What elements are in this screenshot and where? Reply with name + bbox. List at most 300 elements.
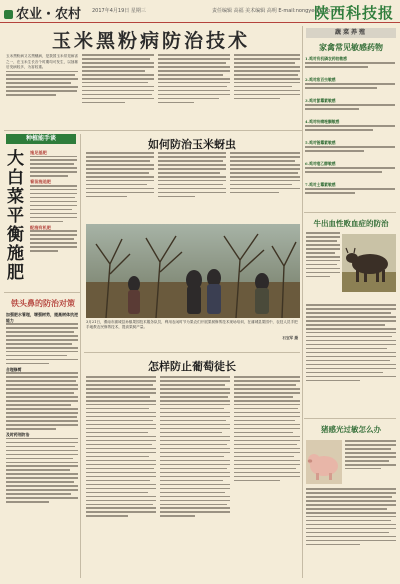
poultry-item-7-body: [305, 188, 395, 202]
text-line: [306, 544, 360, 546]
text-line: [6, 458, 73, 460]
text-line: [306, 508, 387, 510]
text-line: [6, 376, 78, 378]
text-line: [86, 440, 156, 442]
editor-line: 责任编辑 高福 美术编辑 高明 E-mail:nongye@sxrb.com: [212, 8, 343, 14]
text-line: [6, 347, 78, 349]
text-line: [160, 404, 230, 406]
text-line: [30, 234, 77, 236]
text-line: [305, 146, 395, 148]
poultry-item-3: [305, 98, 395, 103]
planting-point-1: 施足基肥: [30, 150, 47, 155]
text-line: [306, 336, 392, 338]
text-line: [345, 464, 396, 466]
text-line: [306, 492, 396, 494]
text-line: [234, 396, 293, 398]
poultry-item-7: [305, 182, 395, 187]
pig-photo: [306, 440, 342, 484]
cattle-body-narrow: [306, 232, 340, 302]
text-line: [30, 156, 77, 158]
text-line: [305, 87, 377, 89]
text-line: [6, 424, 78, 426]
text-line: [234, 62, 295, 64]
text-line: [306, 340, 396, 342]
text-line: [160, 416, 230, 418]
text-line: [6, 420, 78, 422]
divider: [4, 292, 80, 293]
text-line: [160, 380, 230, 382]
text-line: [86, 396, 150, 398]
text-line: [30, 238, 74, 240]
text-line: [234, 468, 296, 470]
text-line: [306, 348, 387, 350]
text-line: [6, 363, 49, 365]
text-line: [306, 352, 396, 354]
poultry-item-6-title: 6.鸡对喹乙醇敏感: [305, 161, 336, 166]
text-line: [158, 82, 230, 84]
text-line: [160, 428, 230, 430]
text-line: [306, 256, 340, 258]
text-line: [30, 201, 77, 203]
section-label: [4, 3, 81, 22]
text-line: [234, 94, 300, 96]
text-line: [30, 163, 74, 165]
text-line: [6, 485, 78, 487]
text-line: [230, 184, 292, 186]
text-line: [305, 192, 355, 194]
text-line: [306, 332, 396, 334]
divider: [84, 352, 300, 353]
text-line: [86, 504, 153, 506]
text-line: [306, 520, 391, 522]
text-line: [86, 392, 156, 394]
poultry-item-4-body: [305, 125, 395, 139]
text-line: [230, 188, 300, 190]
text-line: [345, 452, 396, 454]
text-line: [6, 501, 49, 503]
text-line: [86, 416, 156, 418]
text-line: [306, 320, 396, 322]
planting-headline: [7, 150, 27, 283]
text-line: [160, 448, 230, 450]
grape-col2: [160, 376, 230, 578]
text-line: [160, 424, 230, 426]
poultry-item-4: [305, 119, 395, 124]
text-line: [86, 476, 156, 478]
text-line: [160, 444, 227, 446]
text-line: [6, 94, 56, 96]
text-line: [86, 432, 148, 434]
headline-char: 肥: [7, 263, 24, 283]
text-line: [306, 488, 396, 490]
text-line: [6, 412, 78, 414]
cattle-body: [306, 304, 396, 412]
main-headline: 玉米黑粉病防治技术: [51, 30, 250, 52]
text-line: [86, 456, 149, 458]
poultry-item-6: [305, 161, 395, 166]
text-line: [86, 380, 156, 382]
text-line: [6, 465, 78, 467]
grape-col1: [86, 376, 156, 578]
text-line: [6, 396, 78, 398]
aphid-col3: [230, 152, 300, 220]
poultry-item-1: [305, 56, 395, 61]
text-line: [306, 376, 396, 378]
text-line: [160, 440, 230, 442]
text-line: [30, 242, 77, 244]
text-line: [234, 440, 300, 442]
aphid-col1: [86, 152, 154, 220]
text-line: [306, 516, 396, 518]
poultry-item-5-title: 5.鸡对链霉素敏感: [305, 140, 336, 145]
text-line: [30, 230, 77, 232]
text-line: [306, 260, 340, 262]
text-line: [234, 66, 300, 68]
text-line: [6, 481, 74, 483]
text-line: [345, 460, 389, 462]
poultry-item-1-body: [305, 62, 395, 76]
orchard-photo-graphic: [86, 224, 300, 318]
text-line: [6, 446, 75, 448]
text-line: [160, 472, 230, 474]
text-line: [86, 464, 156, 466]
text-line: [305, 129, 373, 131]
text-line: [86, 384, 153, 386]
text-line: [234, 376, 300, 378]
text-line: [306, 504, 396, 506]
text-line: [158, 54, 230, 56]
text-line: [6, 392, 74, 394]
text-line: [6, 90, 77, 92]
text-line: [160, 376, 230, 378]
corn-smut-col4: [234, 54, 300, 128]
text-line: [86, 500, 156, 502]
text-line: [6, 462, 78, 464]
text-line: [306, 512, 396, 514]
text-line: [82, 78, 154, 80]
text-line: [160, 392, 230, 394]
text-line: [306, 528, 396, 530]
text-line: [306, 264, 337, 266]
text-line: [230, 176, 300, 178]
grape-col3: [234, 376, 300, 578]
corn-smut-col2: [82, 54, 154, 128]
text-line: [234, 408, 298, 410]
text-line: [306, 244, 340, 246]
corn-smut-col3: [158, 54, 230, 128]
headline-char: 大: [7, 149, 24, 169]
text-line: [230, 172, 298, 174]
text-line: [160, 400, 230, 402]
text-line: [158, 98, 219, 100]
text-line: [158, 58, 230, 60]
text-line: [86, 176, 154, 178]
text-line: [234, 420, 295, 422]
text-line: [160, 504, 227, 506]
text-line: [160, 408, 224, 410]
cattle-photo-graphic: [342, 234, 396, 292]
headline-char: 衡: [7, 225, 24, 245]
text-line: [230, 180, 300, 182]
text-line: [305, 171, 382, 173]
text-line: [6, 355, 67, 357]
text-line: [86, 428, 156, 430]
text-line: [82, 82, 148, 84]
text-line: [234, 424, 300, 426]
text-line: [306, 236, 340, 238]
text-line: [160, 496, 230, 498]
text-line: [234, 412, 300, 414]
text-line: [230, 152, 300, 154]
text-line: [305, 167, 395, 169]
text-line: [305, 62, 395, 64]
text-line: [82, 86, 154, 88]
text-line: [158, 152, 226, 154]
text-line: [305, 125, 395, 127]
text-line: [30, 185, 77, 187]
text-line: [306, 536, 396, 538]
iron-point-1: 加强肥水管理，增强树势，提高树体抗逆能力: [6, 312, 78, 323]
text-line: [306, 360, 390, 362]
text-line: [86, 420, 153, 422]
column-rule: [80, 134, 81, 578]
text-line: [86, 472, 156, 474]
text-line: [305, 150, 364, 152]
text-line: [234, 448, 300, 450]
text-line: [30, 221, 63, 223]
text-line: [6, 372, 78, 374]
text-line: [86, 444, 152, 446]
text-line: [158, 156, 226, 158]
text-line: [306, 324, 385, 326]
text-line: [306, 240, 337, 242]
text-line: [6, 384, 78, 386]
text-line: [306, 308, 396, 310]
text-line: [30, 205, 77, 207]
text-line: [160, 412, 230, 414]
text-line: [6, 489, 78, 491]
text-line: [234, 464, 300, 466]
text-line: [6, 86, 78, 88]
text-line: [30, 246, 77, 248]
text-line: [6, 400, 78, 402]
text-line: [6, 469, 70, 471]
text-line: [82, 62, 154, 64]
text-line: [234, 388, 300, 390]
text-line: [306, 252, 335, 254]
text-line: [86, 160, 150, 162]
poultry-item-2: [305, 77, 395, 82]
text-line: [345, 444, 396, 446]
text-line: [30, 175, 68, 177]
paper-name: 陕西科技报: [313, 4, 394, 22]
text-line: [30, 197, 75, 199]
text-line: [30, 167, 77, 169]
text-line: [234, 404, 300, 406]
text-line: [158, 74, 223, 76]
text-line: [158, 196, 195, 198]
poultry-item-3-title: 3.鸡对氯霉素敏感: [305, 98, 336, 103]
text-line: [158, 78, 230, 80]
text-line: [86, 448, 156, 450]
text-line: [6, 454, 78, 456]
text-line: [158, 90, 230, 92]
text-line: [86, 511, 156, 513]
text-line: [160, 460, 230, 462]
text-line: [30, 159, 77, 161]
text-line: [82, 74, 154, 76]
text-line: [234, 70, 300, 72]
text-line: [306, 304, 396, 306]
text-line: [306, 356, 396, 358]
text-line: [82, 90, 154, 92]
text-line: [160, 484, 230, 486]
corn-smut-intro: 玉米黑粉病又名黑穗病，是我国玉米常见病害之一，在玉米生长各个时期均可发生，以抽雄后发病较多，为害较重。: [6, 54, 78, 69]
text-line: [305, 188, 395, 190]
text-line: [6, 327, 78, 329]
text-line: [86, 152, 154, 154]
text-line: [306, 272, 340, 274]
poultry-headline: 家禽常见敏感药物: [319, 43, 383, 52]
masthead: [0, 0, 400, 23]
text-line: [86, 184, 147, 186]
poultry-item-4-title: 4.鸡对呋喃唑酮敏感: [305, 119, 340, 124]
text-line: [160, 432, 222, 434]
text-line: [234, 54, 300, 56]
text-line: [160, 488, 230, 490]
text-line: [86, 172, 149, 174]
text-line: [306, 524, 396, 526]
text-line: [160, 511, 230, 513]
text-line: [305, 108, 359, 110]
text-line: [6, 351, 78, 353]
pig-body-narrow: [345, 440, 396, 486]
text-line: [6, 473, 78, 475]
text-line: [86, 468, 154, 470]
headline-char: 平: [7, 206, 24, 226]
text-line: [158, 66, 230, 68]
text-line: [234, 380, 300, 382]
text-line: [6, 74, 75, 76]
text-line: [345, 440, 396, 442]
text-line: [86, 496, 156, 498]
text-line: [6, 428, 56, 430]
iron-body: [6, 312, 78, 578]
divider: [4, 130, 302, 131]
text-line: [160, 456, 224, 458]
text-line: [158, 188, 226, 190]
text-line: [234, 428, 300, 430]
text-line: [6, 71, 78, 73]
text-line: [306, 312, 391, 314]
text-line: [305, 83, 395, 85]
text-line: [158, 70, 230, 72]
photo-credit: 石宝军 摄: [282, 336, 298, 340]
text-line: [6, 404, 71, 406]
text-line: [158, 176, 226, 178]
cattle-photo: [342, 234, 396, 292]
text-line: [6, 493, 71, 495]
text-line: [86, 156, 154, 158]
text-line: [82, 94, 152, 96]
divider: [304, 418, 396, 419]
text-line: [158, 160, 223, 162]
text-line: [306, 316, 396, 318]
text-line: [158, 168, 226, 170]
text-line: [345, 448, 391, 450]
text-line: [86, 408, 149, 410]
aphid-headline: 如何防治玉米蚜虫: [148, 138, 236, 151]
text-line: [160, 492, 225, 494]
text-line: [234, 74, 298, 76]
text-line: [234, 392, 300, 394]
poultry-item-6-body: [305, 167, 395, 181]
text-line: [234, 90, 300, 92]
text-line: [230, 160, 295, 162]
text-line: [6, 323, 78, 325]
text-line: [234, 416, 300, 418]
text-line: [86, 452, 156, 454]
text-line: [160, 507, 230, 509]
text-line: [230, 192, 279, 194]
poultry-item-1-title: 1.鸡对有机磷农药较敏感: [305, 56, 347, 61]
text-line: [158, 172, 220, 174]
text-line: [86, 480, 150, 482]
text-line: [158, 62, 226, 64]
aphid-col2: [158, 152, 226, 220]
text-line: [234, 400, 300, 402]
pig-headline: 猪感光过敏怎么办: [321, 425, 381, 434]
text-line: [230, 164, 300, 166]
poultry-item-5: [305, 140, 395, 145]
text-line: [234, 436, 300, 438]
text-line: [6, 442, 78, 444]
text-line: [82, 102, 125, 104]
text-line: [160, 452, 230, 454]
text-line: [6, 477, 78, 479]
text-line: [86, 196, 127, 198]
text-line: [160, 480, 223, 482]
text-line: [6, 408, 78, 410]
text-line: [6, 331, 74, 333]
photo-caption: 3月21日，渭南市蒲城县孙镇果园技术服务队员，利用农闲时节为果农们开展果树修剪技术现场培训，在蒲城县果园中，农技人员手把手地教农民修剪技术，提高果树产量。: [86, 320, 298, 329]
text-line: [86, 436, 156, 438]
text-line: [234, 98, 280, 100]
text-line: [306, 500, 396, 502]
text-line: [86, 404, 156, 406]
text-line: [86, 412, 156, 414]
text-line: [6, 438, 78, 440]
text-line: [6, 497, 78, 499]
headline-char: 白: [7, 168, 24, 188]
text-line: [86, 376, 156, 378]
text-line: [160, 420, 226, 422]
text-line: [160, 500, 230, 502]
text-line: [306, 532, 389, 534]
text-line: [6, 82, 71, 84]
text-line: [86, 168, 154, 170]
text-line: [6, 343, 72, 345]
text-line: [86, 192, 154, 194]
text-line: [158, 184, 223, 186]
text-line: [86, 507, 156, 509]
text-line: [234, 444, 297, 446]
text-line: [82, 66, 154, 68]
text-line: [306, 364, 396, 366]
right-section-label: 蔬菜养殖: [306, 28, 396, 38]
planting-point-2: 看苗施追肥: [30, 179, 51, 185]
text-line: [86, 400, 156, 402]
